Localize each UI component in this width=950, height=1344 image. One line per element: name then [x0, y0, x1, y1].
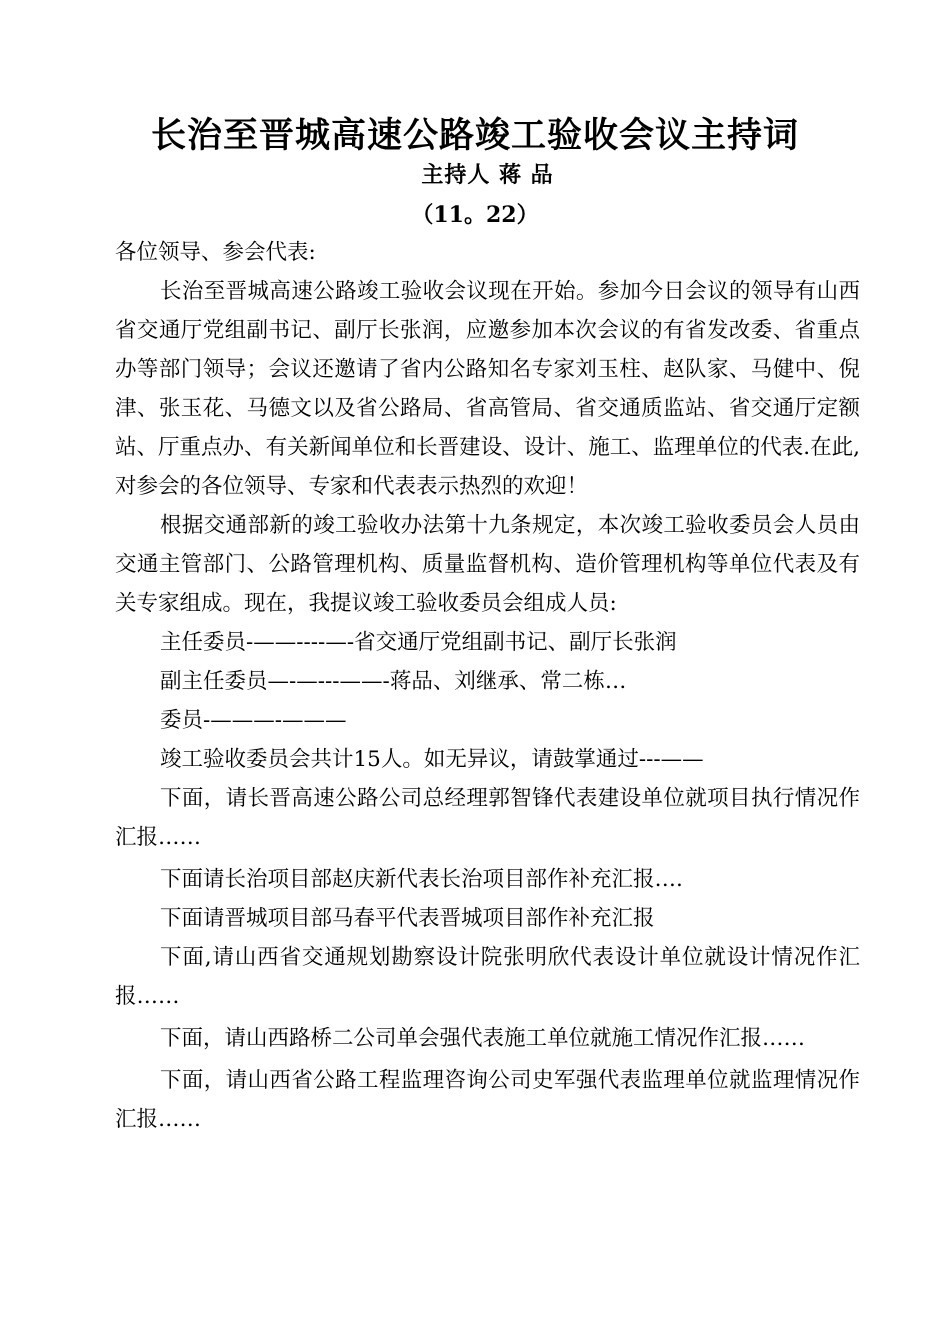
report-construction-unit: 下面，请长晋高速公路公司总经理郭智锋代表建设单位就项目执行情况作汇报……	[115, 786, 860, 850]
committee-chair-line: 主任委员-——----—-省交通厅党组副书记、副厅长张润	[160, 630, 677, 655]
document-title: 长治至晋城高速公路竣工验收会议主持词	[150, 116, 799, 156]
paragraph-committee-rule: 根据交通部新的竣工验收办法第十九条规定，本次竣工验收委员会人员由交通主管部门、公路管理机构、质量监督机构、造价管理机构等单位代表及有关专家组成。现在，我提议竣工验收委员会组成人员:	[115, 513, 860, 616]
host-line: 主持人 蒋 品	[421, 163, 554, 188]
report-supervision-unit: 下面，请山西省公路工程监理咨询公司史军强代表监理单位就监理情况作汇报……	[115, 1068, 860, 1132]
report-design-unit: 下面,请山西省交通规划勘察设计院张明欣代表设计单位就设计情况作汇报……	[115, 945, 860, 1009]
document-body	[115, 233, 860, 1139]
committee-total-line: 竣工验收委员会共计15人。如无异议，请鼓掌通过---——	[160, 747, 704, 772]
report-contractor-unit: 下面，请山西路桥二公司单会强代表施工单位就施工情况作汇报……	[160, 1026, 806, 1051]
paragraph-opening: 长治至晋城高速公路竣工验收会议现在开始。参加今日会议的领导有山西省交通厅党组副书记、副厅长张润，应邀参加本次会议的有省发改委、省重点办等部门领导；会议还邀请了省内公路知名专家刘玉柱、赵队家、马健中、倪津、张玉花、马德文以及省公路局、省高管局、省交通质监站、省交通厅定额站、厅重点办、有关新闻单位和长晋建设、设计、施工、监理单位的代表.在此,对参会的各位领导、专家和代表表示热烈的欢迎！	[115, 279, 860, 499]
report-changzhi-dept: 下面请长治项目部赵庆新代表长治项目部作补充汇报….	[160, 867, 683, 892]
salutation: 各位领导、参会代表:	[115, 240, 316, 265]
committee-members-line: 委员-———-———	[160, 708, 347, 733]
committee-vice-chair-line: 副主任委员—-—---——-蒋品、刘继承、常二栋…	[160, 669, 627, 694]
date-line: （11。22）	[411, 202, 539, 228]
report-jincheng-dept: 下面请晋城项目部马春平代表晋城项目部作补充汇报	[160, 906, 655, 931]
